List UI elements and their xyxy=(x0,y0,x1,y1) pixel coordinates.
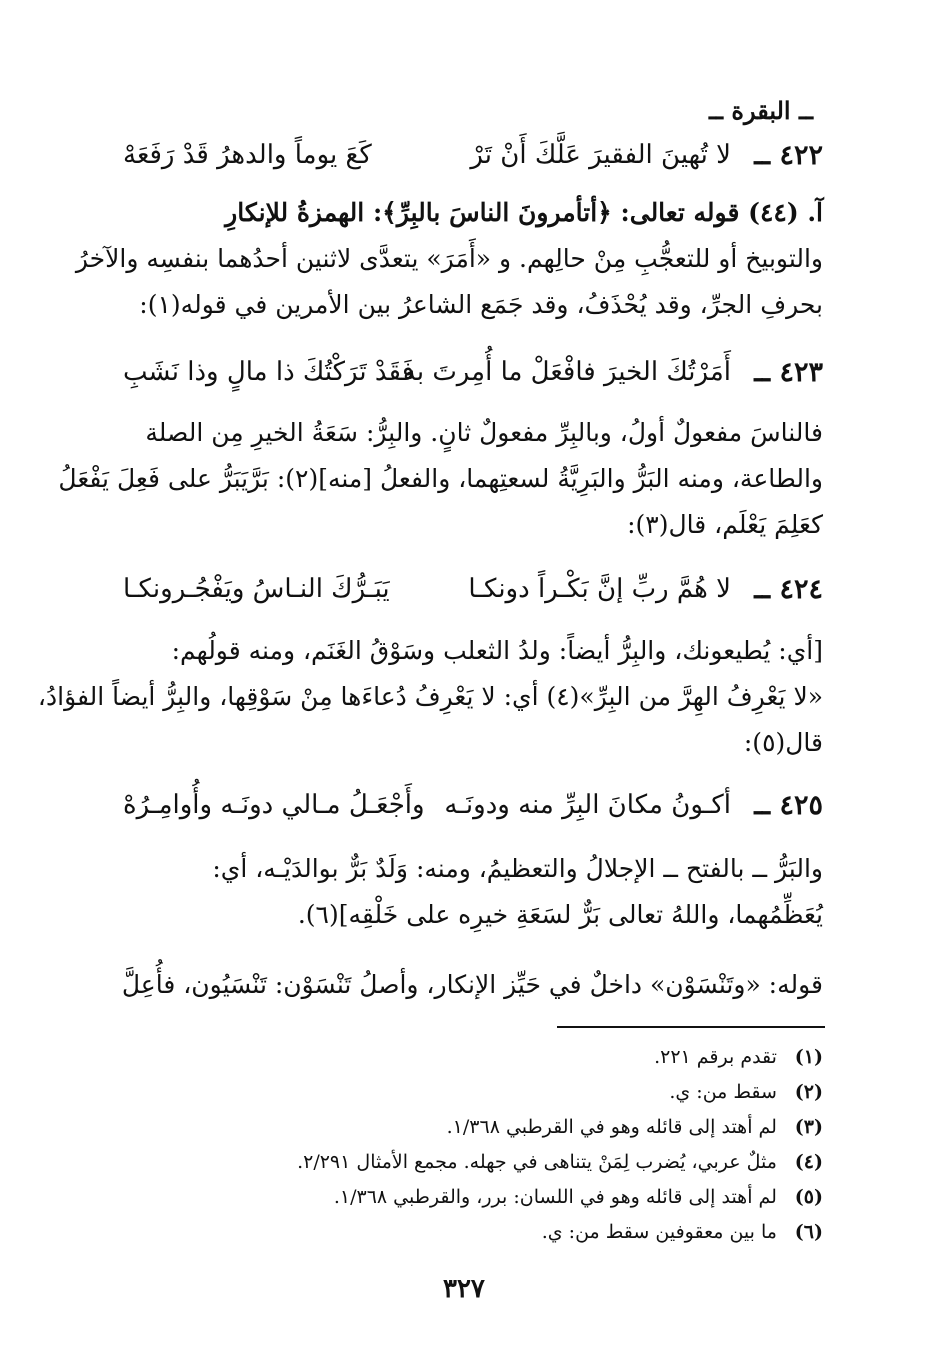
footnote-text: ما بين معقوفين سقط من: ي. xyxy=(541,1221,777,1243)
paragraph-line: كعَلِمَ يَعْلَم، قال(٣): xyxy=(627,510,823,539)
footnotes xyxy=(118,1040,823,1250)
verse-hemistich-first: لا تُهينَ الفقيرَ عَلَّكَ أَنْ تَرْ xyxy=(470,140,731,170)
verse-hemistich-first: أَمَرْتُكَ الخيرَ فافْعَلْ ما أُمِرتَ به xyxy=(402,357,731,387)
paragraph xyxy=(37,628,823,766)
paragraph-line: والتوبيخ أو للتعجُّبِ مِنْ حالِهم. و «أَمَرَ» يتعدَّى لاثنين أحدُهما بنفسِه والآخرُ xyxy=(75,244,823,273)
verse-number: ٤٢٥ ــ xyxy=(754,790,823,821)
verse-hemistich-first: لا هُمَّ ربِّ إنَّ بَكْـراً دونكـا xyxy=(468,574,731,604)
footnote xyxy=(118,1075,823,1110)
footnote-number: (٥) xyxy=(794,1186,823,1208)
verse-line xyxy=(123,790,823,830)
footnote xyxy=(118,1040,823,1075)
verse-number: ٤٢٣ ــ xyxy=(754,357,823,388)
footnote xyxy=(118,1145,823,1180)
footnote-text: سقط من: ي. xyxy=(669,1081,777,1103)
paragraph-line: فالناسَ مفعولٌ أولُ، وبالبِرِّ مفعولٌ ثانٍ. والبِرُّ: سَعَةُ الخيرِ مِن الصلة xyxy=(145,418,823,447)
footnote-text: مثلٌ عربي، يُضرب لِمَنْ يتناهى في جهله. مجمع الأمثال ٢/٢٩١. xyxy=(297,1151,777,1173)
paragraph-line: آ. (٤٤) قوله تعالى: ﴿أتأمرونَ الناسَ بالبِرِّ﴾: الهمزةُ للإنكارِ xyxy=(225,198,823,227)
footnote-number: (١) xyxy=(794,1046,823,1068)
paragraph-line: [أي: يُطيعونك، والبِرُّ أيضاً: ولدُ الثعلب وسَوْقُ الغَنَم، ومنه قولُهم: xyxy=(171,636,823,665)
footnote-number: (٢) xyxy=(794,1081,823,1103)
paragraph-line: قوله: «وتَنْسَوْن» داخلٌ في حَيِّز الإنكار، وأصلُ تَنْسَوْن: تَنْسَيُون، فأُعِلَّ xyxy=(121,970,823,999)
page-number: ٣٢٧ xyxy=(443,1274,485,1304)
verse-hemistich-second: يَبَـرُّكَ النـاسُ ويَفْجُـرونكـا xyxy=(123,574,390,604)
footnote-number: (٣) xyxy=(794,1116,823,1138)
verse-hemistich-second: وأَجْعَـلُ مـالي دونَـه وأُوامِـرُهْ xyxy=(123,790,425,820)
footnote xyxy=(118,1180,823,1215)
footnote xyxy=(118,1110,823,1145)
verse-number: ٤٢٤ ــ xyxy=(754,574,823,605)
paragraph xyxy=(118,846,823,938)
paragraph-line: بحرفِ الجرِّ، وقد يُحْذَفُ، وقد جَمَع الشاعرُ بين الأمرين في قوله(١): xyxy=(139,290,823,319)
footnote-number: (٦) xyxy=(794,1221,823,1243)
footnote-text: لم أهتد إلى قائله وهو في القرطبي ١/٣٦٨. xyxy=(446,1116,777,1138)
paragraph xyxy=(75,190,823,328)
paragraph-line: والطاعة، ومنه البَرُّ والبَرِيَّةُ لسعتِهما، والفعلُ [منه](٢): بَرَّيَبَرُّ على فَعِلَ يَفْعَلُ xyxy=(58,464,823,493)
paragraph xyxy=(118,962,823,1008)
footnote-text: تقدم برقم ٢٢١. xyxy=(654,1046,777,1068)
running-head: ــ البقرة ــ xyxy=(708,96,813,125)
footnote-separator xyxy=(557,1026,825,1028)
paragraph-line: والبَرُّ ــ بالفتح ــ الإجلالُ والتعظيمُ، ومنه: وَلَدٌ بَرٌّ بوالدَيْـه، أي: xyxy=(212,854,823,883)
verse-hemistich-second: فَقَدْ تَرَكْتُكَ ذا مالٍ وذا نَشَبِ xyxy=(123,357,415,387)
footnote-text: لم أهتد إلى قائله وهو في اللسان: برر، والقرطبي ١/٣٦٨. xyxy=(333,1186,777,1208)
verse-line xyxy=(123,574,823,614)
footnote xyxy=(118,1215,823,1250)
verse-number: ٤٢٢ ــ xyxy=(754,140,823,171)
footnote-number: (٤) xyxy=(794,1151,823,1173)
paragraph-line: قال(٥): xyxy=(743,728,823,757)
paragraph xyxy=(58,410,823,548)
paragraph-line: يُعَظِّمُهما، واللهُ تعالى بَرٌّ لسَعَةِ خيرِه على خَلْقِه](٦). xyxy=(297,900,823,929)
verse-hemistich-second: كَعَ يوماً والدهرُ قَدْ رَفَعَهْ xyxy=(123,140,372,170)
verse-line xyxy=(123,140,823,180)
verse-hemistich-first: أكـونُ مكانَ البِرِّ منه ودونَـه xyxy=(444,790,731,820)
verse-line xyxy=(123,357,823,397)
paragraph-line: «لا يَعْرِفُ الهِرَّ من البِرِّ»(٤) أي: لا يَعْرِفُ دُعاءَها مِنْ سَوْقِها، والبِرُّ أيضاً الفؤادُ، xyxy=(37,682,823,711)
